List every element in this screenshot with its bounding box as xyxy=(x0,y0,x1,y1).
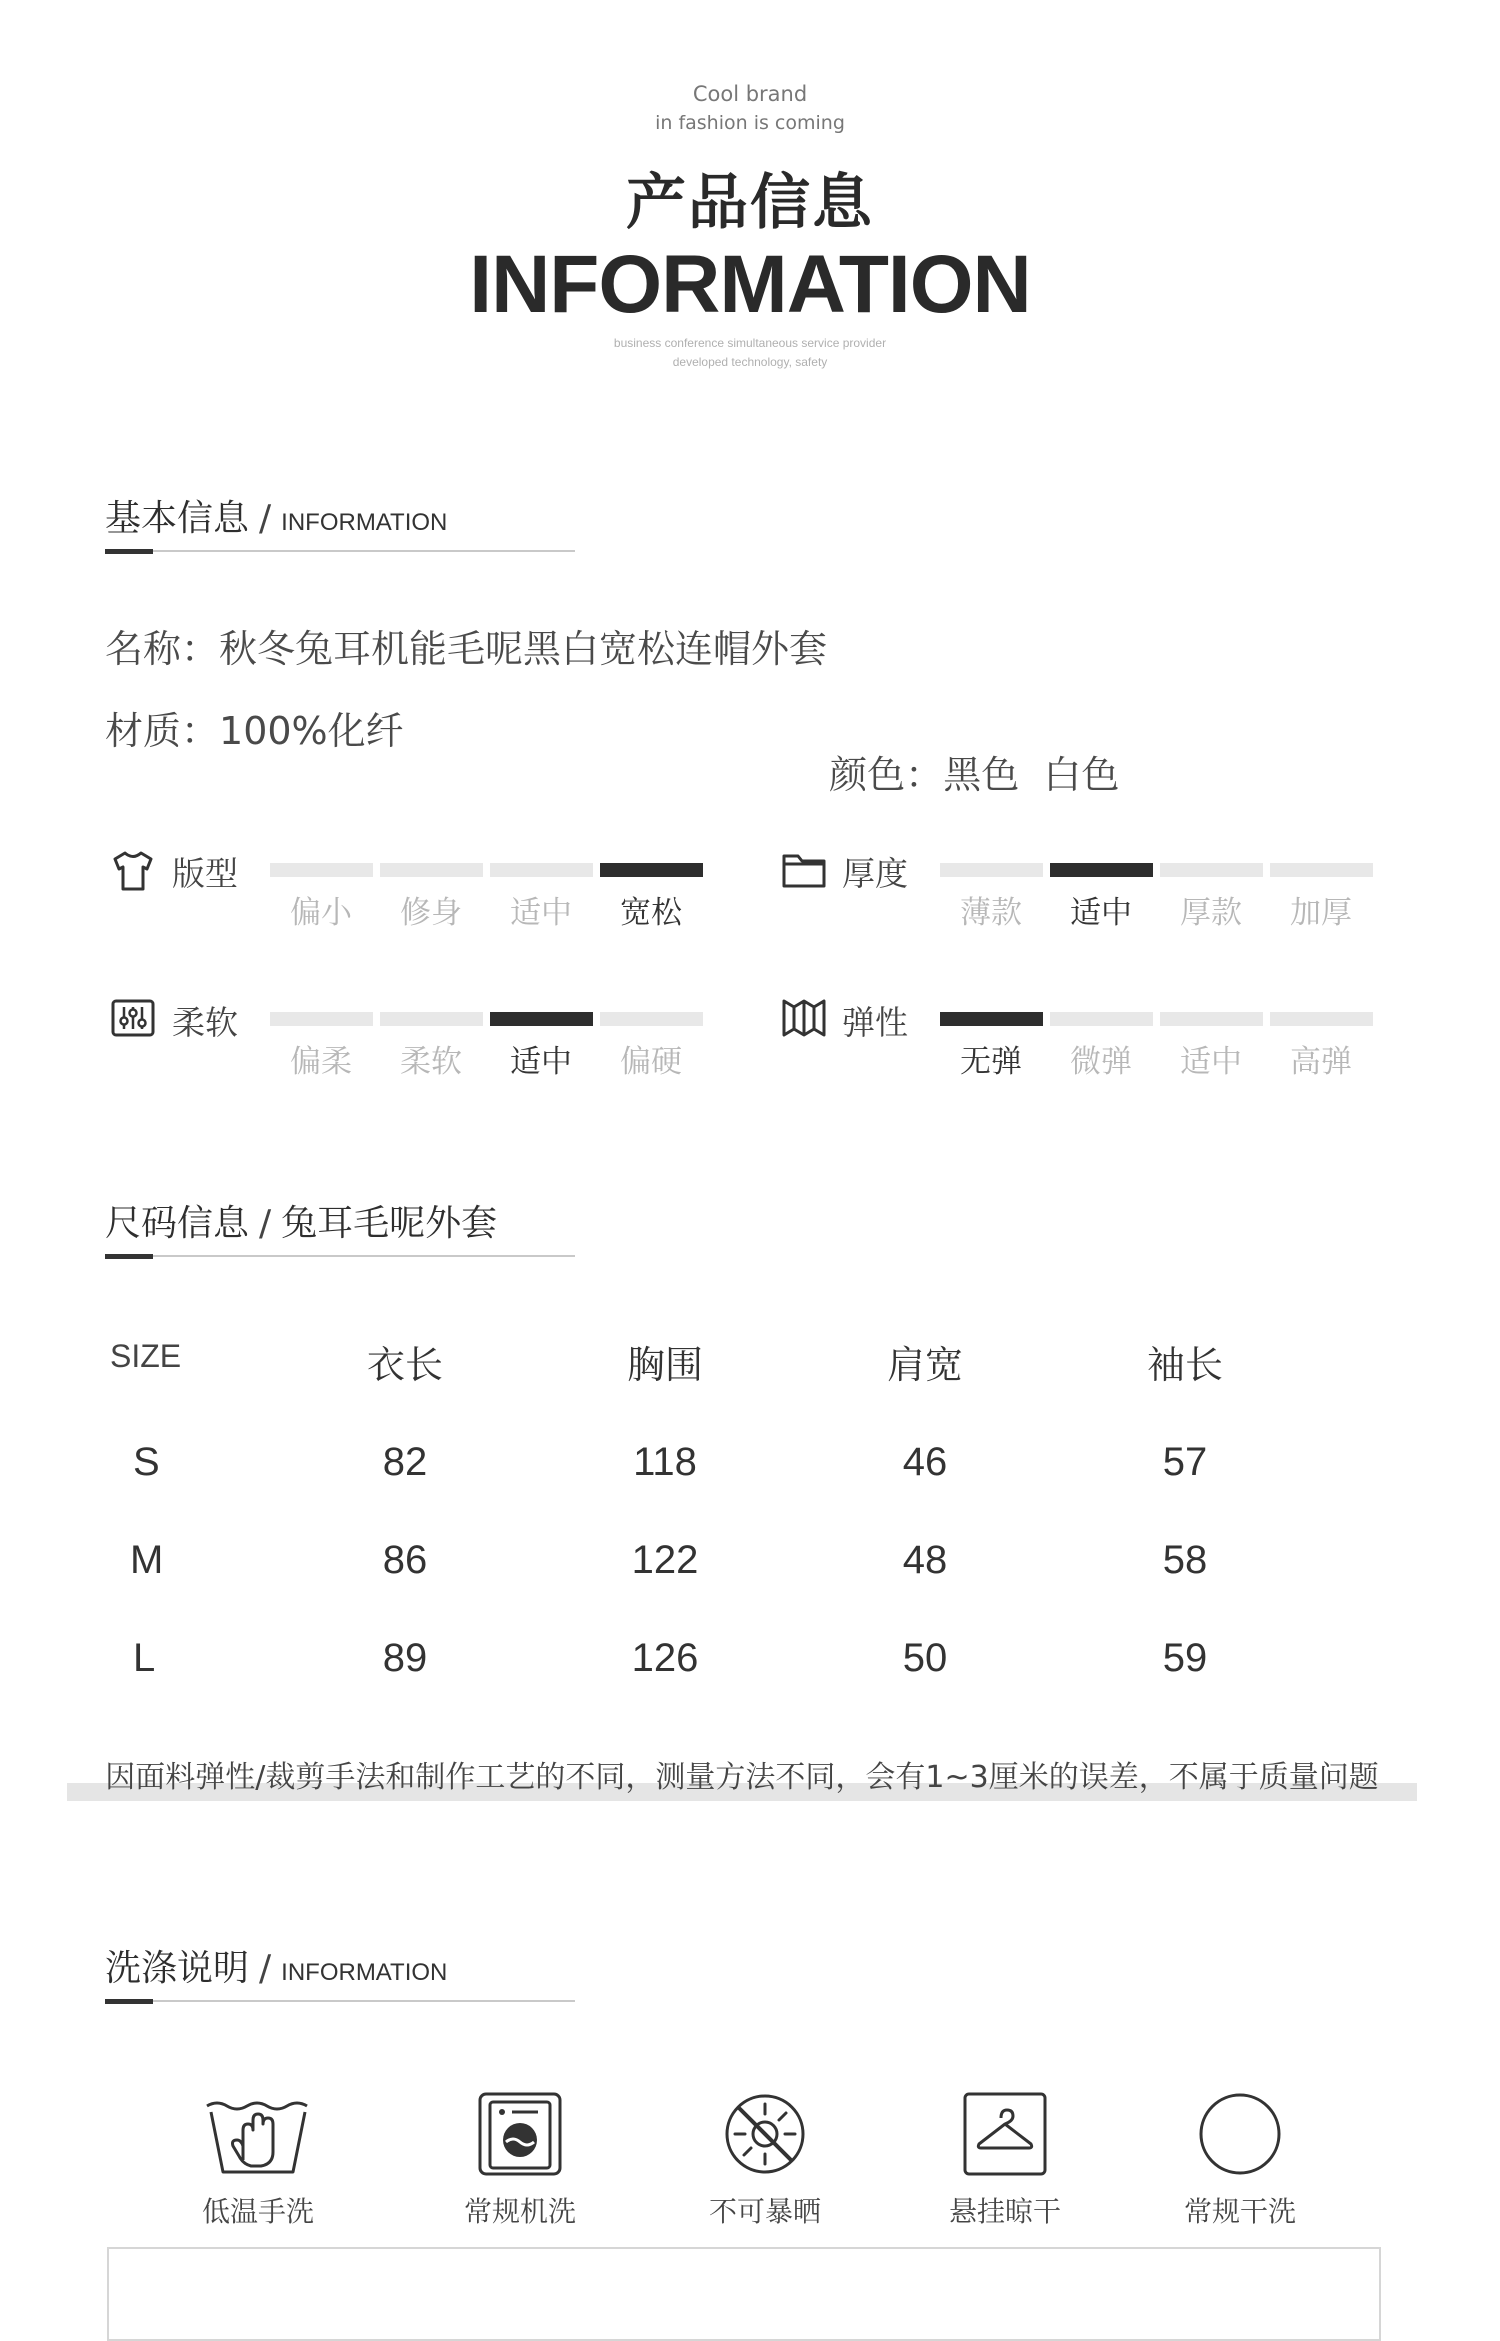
size-row-s-name: S xyxy=(133,1440,160,1484)
attr-thickness-label: 厚度 xyxy=(842,854,908,893)
wash-label-machine-wash: 常规机洗 xyxy=(463,2195,576,2228)
product-name xyxy=(105,618,827,673)
attr-thickness-opt-0: 薄款 xyxy=(960,895,1022,931)
attr-softness-opt-0: 偏柔 xyxy=(290,1044,352,1080)
attr-elasticity-seg-3 xyxy=(1270,1012,1373,1026)
hang-dry-icon xyxy=(915,2090,1095,2182)
bottom-content-frame xyxy=(107,2247,1381,2341)
size-row-m-chest: 122 xyxy=(631,1538,699,1582)
wash-item-no-sun xyxy=(675,2090,855,2230)
basic-info-heading-en: INFORMATION xyxy=(281,509,448,536)
washing-machine-icon xyxy=(430,2090,610,2182)
wash-label-no-sun: 不可暴晒 xyxy=(708,2195,821,2228)
wash-underline xyxy=(105,2000,575,2002)
basic-info-underline-accent xyxy=(105,549,153,554)
basic-info-heading: 基本信息 / INFORMATION xyxy=(105,498,448,539)
attr-softness-opt-3: 偏硬 xyxy=(620,1044,682,1080)
size-note: 因面料弹性/裁剪手法和制作工艺的不同，测量方法不同，会有1~3厘米的误差，不属于质量问题 xyxy=(105,1760,1379,1795)
product-color-label: 颜色： xyxy=(829,753,944,797)
size-info-heading-sub: 兔耳毛呢外套 xyxy=(281,1203,498,1244)
product-material xyxy=(105,700,404,755)
size-row-l-length: 89 xyxy=(382,1636,428,1680)
size-info-heading-cn: 尺码信息 xyxy=(105,1203,250,1244)
basic-info-heading-cn: 基本信息 xyxy=(105,498,250,539)
attr-elasticity-opt-2: 适中 xyxy=(1180,1044,1242,1080)
attr-elasticity-label: 弹性 xyxy=(842,1003,908,1042)
dry-clean-icon xyxy=(1150,2090,1330,2182)
folder-icon xyxy=(780,848,828,896)
attr-fit-opt-0: 偏小 xyxy=(290,895,352,931)
attr-elasticity-opt-1: 微弹 xyxy=(1070,1044,1132,1080)
attr-thickness-opt-1: 适中 xyxy=(1070,895,1132,931)
size-info-heading: 尺码信息 / 兔耳毛呢外套 xyxy=(105,1203,498,1244)
attr-elasticity-opt-0: 无弹 xyxy=(960,1044,1022,1080)
attr-elasticity-opt-3: 高弹 xyxy=(1290,1044,1352,1080)
attr-fit-label: 版型 xyxy=(172,854,238,893)
wash-label-hang-dry: 悬挂晾干 xyxy=(948,2195,1061,2228)
elastic-icon xyxy=(780,995,828,1045)
wash-label-dry-clean: 常规干洗 xyxy=(1183,2195,1296,2228)
wash-item-hang-dry xyxy=(915,2090,1095,2230)
attr-softness-seg-1 xyxy=(380,1012,483,1026)
size-col-header-size: SIZE xyxy=(110,1338,182,1374)
size-col-header-sleeve: 袖长 xyxy=(1146,1343,1223,1387)
attr-thickness-seg-2 xyxy=(1160,863,1263,877)
product-material-label: 材质： xyxy=(105,709,220,753)
tshirt-icon xyxy=(110,848,156,898)
page-title-cn: 产品信息 xyxy=(626,168,874,238)
attr-fit-seg-1 xyxy=(380,863,483,877)
wash-heading: 洗涤说明 / INFORMATION xyxy=(105,1948,448,1989)
size-row-s-shoulder: 46 xyxy=(902,1440,948,1484)
attr-fit-opt-1: 修身 xyxy=(400,895,462,931)
header-fine-print-1: business conference simultaneous service provider xyxy=(613,336,887,350)
product-color xyxy=(805,700,1119,799)
size-row-l-chest: 126 xyxy=(631,1636,699,1680)
size-row-s-length: 82 xyxy=(382,1440,428,1484)
no-sun-icon xyxy=(675,2090,855,2182)
size-row-l-sleeve: 59 xyxy=(1162,1636,1208,1680)
attr-thickness-seg-1 xyxy=(1050,863,1153,877)
attr-fit-seg-0 xyxy=(270,863,373,877)
size-row-m-shoulder: 48 xyxy=(902,1538,948,1582)
size-info-underline xyxy=(105,1255,575,1257)
product-name-label: 名称： xyxy=(105,627,220,671)
size-row-s-sleeve: 57 xyxy=(1162,1440,1208,1484)
attr-softness-seg-2 xyxy=(490,1012,593,1026)
attr-softness-opt-2: 适中 xyxy=(510,1044,572,1080)
attr-softness-label: 柔软 xyxy=(172,1003,238,1042)
header-fine-print-2: developed technology, safety xyxy=(672,355,828,369)
attr-thickness-seg-3 xyxy=(1270,863,1373,877)
wash-heading-en: INFORMATION xyxy=(281,1959,448,1986)
attr-softness-opt-1: 柔软 xyxy=(400,1044,462,1080)
attr-softness-seg-0 xyxy=(270,1012,373,1026)
sliders-icon xyxy=(110,997,156,1043)
wash-item-dry-clean xyxy=(1150,2090,1330,2230)
product-color-value: 黑色 白色 xyxy=(943,753,1120,797)
wash-label-hand-wash: 低温手洗 xyxy=(201,2195,314,2228)
attr-thickness-opt-3: 加厚 xyxy=(1290,895,1352,931)
size-row-m-sleeve: 58 xyxy=(1162,1538,1208,1582)
wash-underline-accent xyxy=(105,1999,153,2004)
attr-fit-opt-3: 宽松 xyxy=(620,895,682,931)
attr-elasticity-seg-2 xyxy=(1160,1012,1263,1026)
wash-item-hand-wash xyxy=(168,2090,348,2230)
attr-fit-seg-3 xyxy=(600,863,703,877)
size-info-underline-accent xyxy=(105,1254,153,1259)
wash-item-machine-wash xyxy=(430,2090,610,2230)
brand-tagline-line2: in fashion is coming xyxy=(655,112,845,134)
attr-fit-seg-2 xyxy=(490,863,593,877)
size-row-m-length: 86 xyxy=(382,1538,428,1582)
attr-elasticity-seg-0 xyxy=(940,1012,1043,1026)
size-col-header-length: 衣长 xyxy=(366,1343,443,1387)
attr-elasticity-seg-1 xyxy=(1050,1012,1153,1026)
size-col-header-chest: 胸围 xyxy=(626,1343,703,1387)
size-col-header-shoulder: 肩宽 xyxy=(886,1343,963,1387)
basic-info-underline xyxy=(105,550,575,552)
attr-thickness-opt-2: 厚款 xyxy=(1180,895,1242,931)
size-row-m-name: M xyxy=(130,1538,164,1582)
attr-softness-seg-3 xyxy=(600,1012,703,1026)
product-material-value: 100%化纤 xyxy=(219,709,404,753)
hand-wash-icon xyxy=(168,2090,348,2182)
attr-thickness-seg-0 xyxy=(940,863,1043,877)
size-row-l-shoulder: 50 xyxy=(902,1636,948,1680)
page-title-en: INFORMATION xyxy=(469,239,1031,330)
attr-fit-opt-2: 适中 xyxy=(510,895,572,931)
size-row-l-name: L xyxy=(133,1636,156,1680)
size-row-s-chest: 118 xyxy=(633,1440,697,1484)
product-name-value: 秋冬兔耳机能毛呢黑白宽松连帽外套 xyxy=(219,627,828,671)
brand-tagline-line1: Cool brand xyxy=(692,82,808,106)
wash-heading-cn: 洗涤说明 xyxy=(105,1948,250,1989)
